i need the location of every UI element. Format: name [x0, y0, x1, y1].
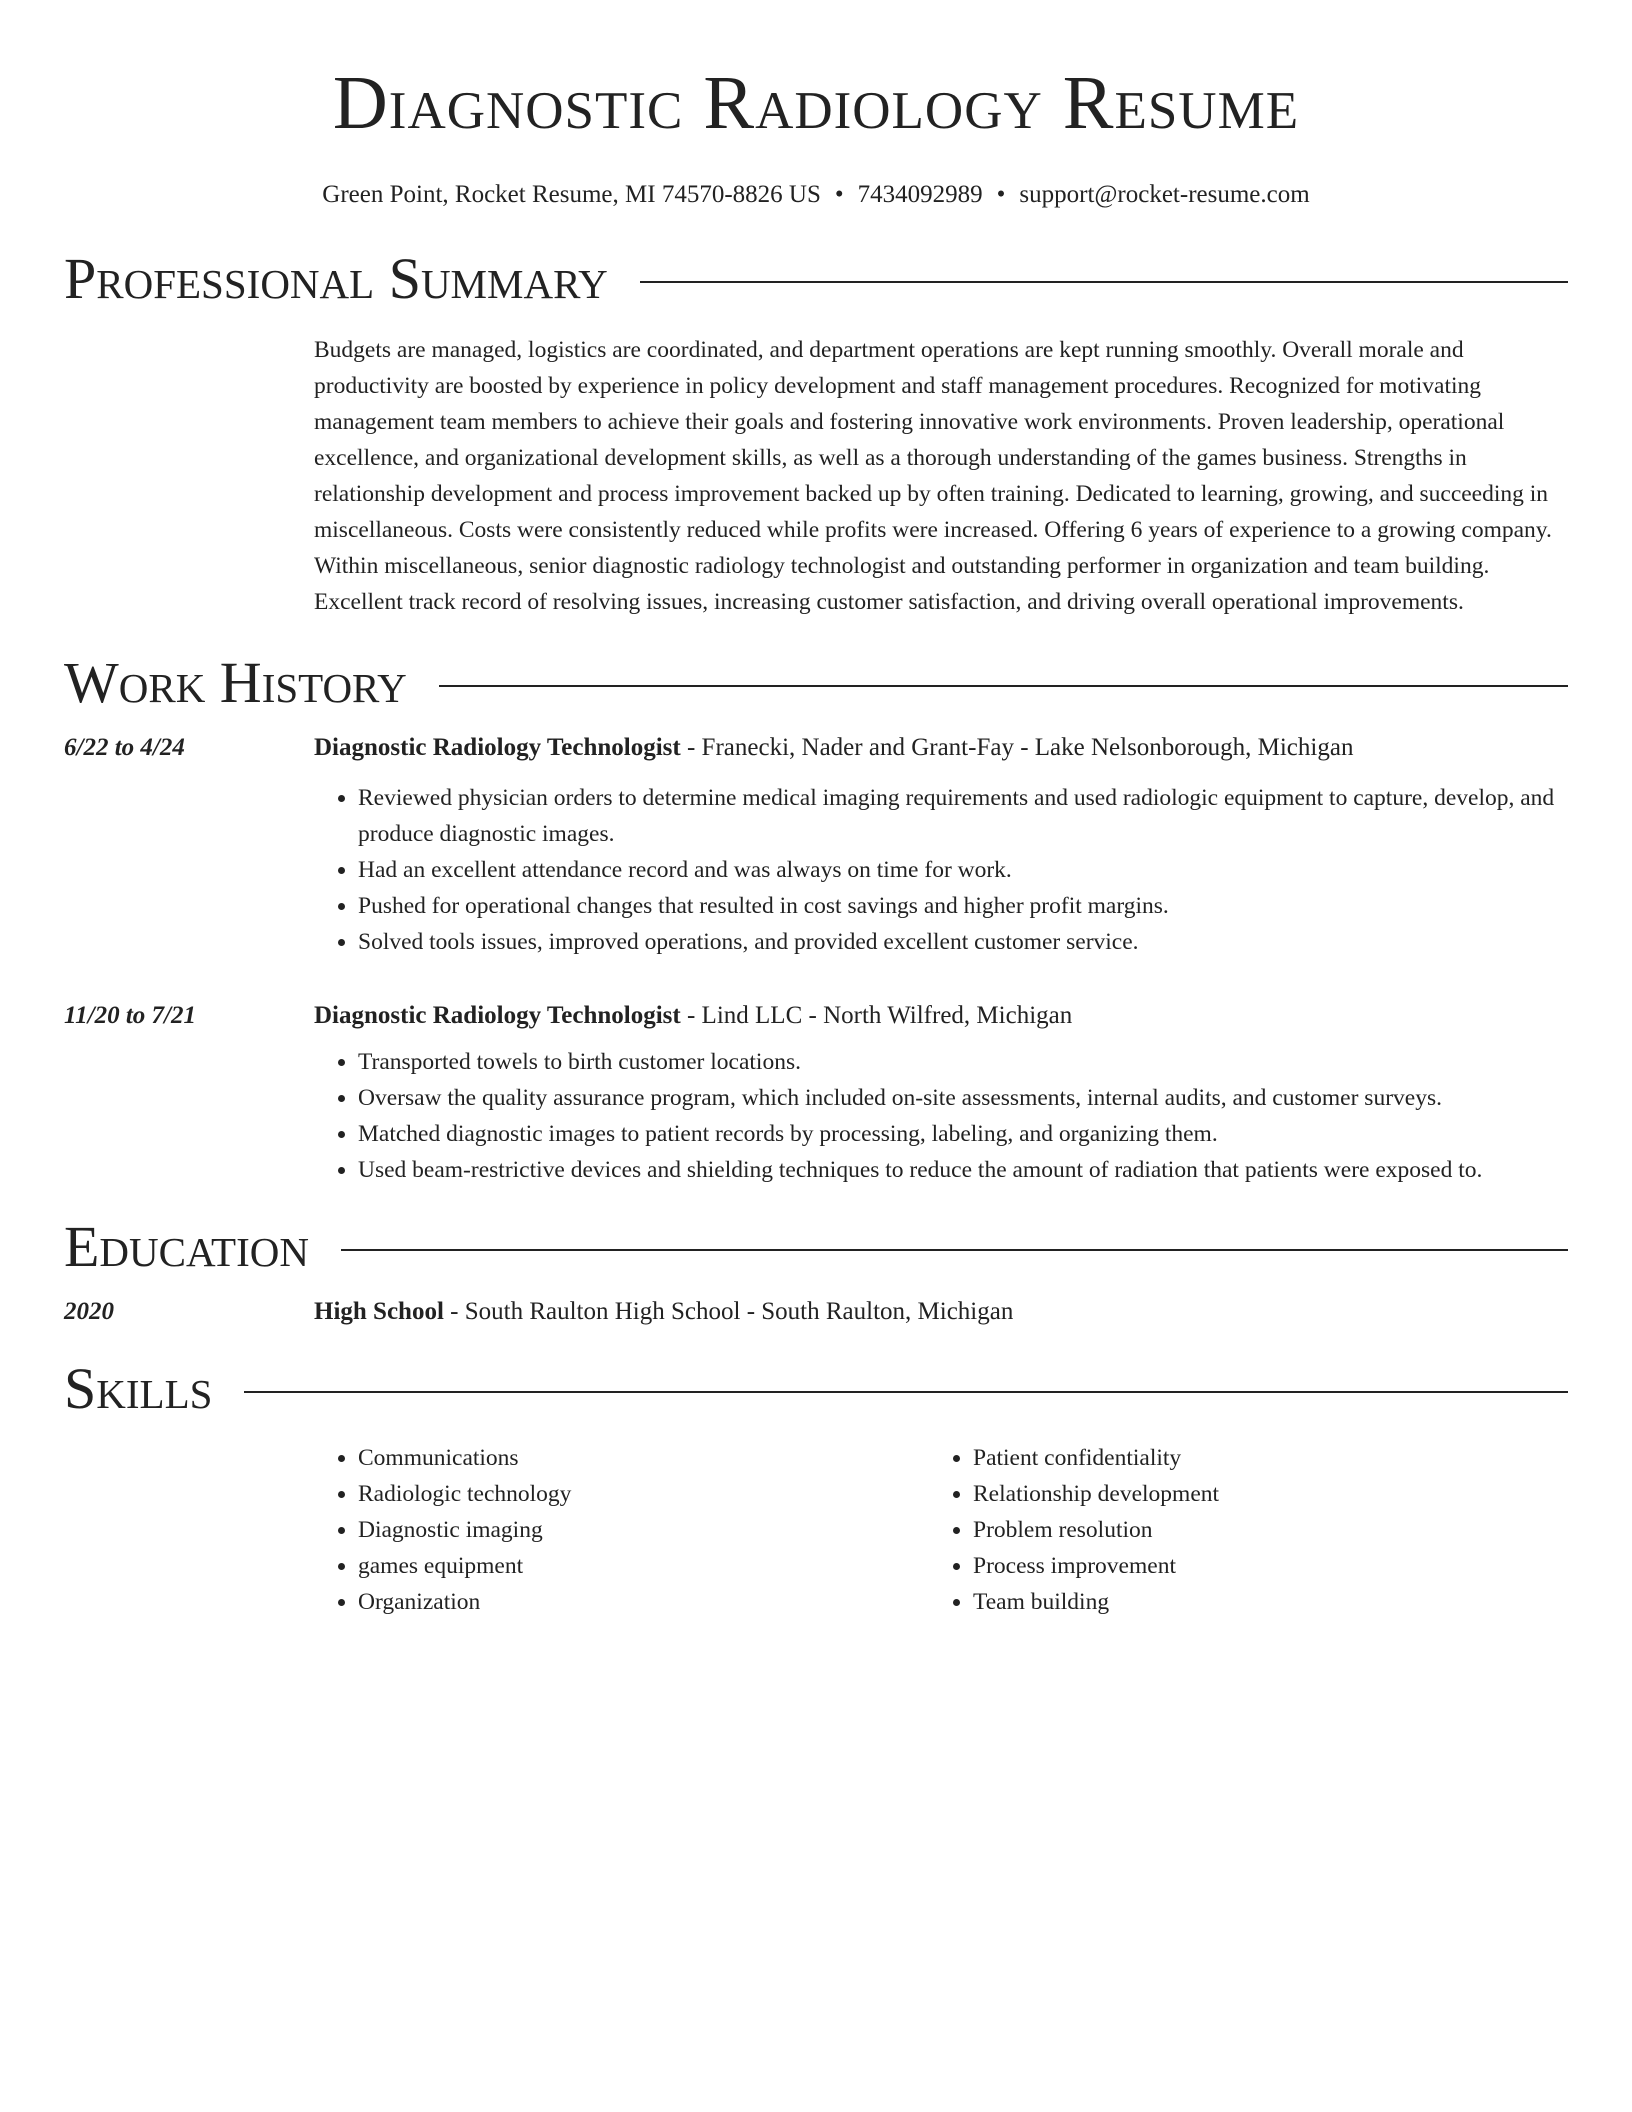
- education-line: [314, 1294, 1568, 1330]
- skill-item: • Communications: [358, 1440, 929, 1476]
- work-section-header: [64, 650, 1568, 716]
- job-employer: - Lind LLC - North Wilfred, Michigan: [680, 1002, 1073, 1029]
- contact-separator: •: [834, 181, 844, 208]
- contact-email: support@rocket-resume.com: [1019, 181, 1310, 208]
- job-dates: 6/22 to 4/24: [64, 734, 185, 761]
- job-entry: [64, 998, 1568, 1188]
- education-school: - South Raulton High School - South Raulton, Michigan: [443, 1298, 1014, 1325]
- job-entry: [64, 730, 1568, 960]
- skills-list: [314, 1440, 1568, 1620]
- skills-column-left: [314, 1440, 929, 1620]
- skill-item: • Team building: [973, 1584, 1544, 1620]
- skills-section-header: [64, 1356, 1568, 1422]
- job-employer: - Franecki, Nader and Grant-Fay - Lake Nelsonborough, Michigan: [680, 734, 1354, 761]
- job-bullet: • Reviewed physician orders to determine medical imaging requirements and used radiologic equipment to capture, develop, and produce diagnostic images.: [358, 780, 1568, 852]
- skill-item: • Organization: [358, 1584, 929, 1620]
- job-bullet: • Had an excellent attendance record and was always on time for work.: [358, 852, 1568, 888]
- skill-item: • Radiologic technology: [358, 1476, 929, 1512]
- skills-heading: Skills: [64, 1356, 213, 1421]
- job-content: [314, 998, 1568, 1188]
- job-dates: 11/20 to 7/21: [64, 1002, 196, 1029]
- skill-item: • Relationship development: [973, 1476, 1544, 1512]
- education-year: 2020: [64, 1298, 114, 1325]
- job-content: [314, 730, 1568, 960]
- skill-item: • Diagnostic imaging: [358, 1512, 929, 1548]
- summary-heading: Professional Summary: [64, 246, 608, 311]
- education-heading: Education: [64, 1214, 309, 1279]
- skill-item: • Problem resolution: [973, 1512, 1544, 1548]
- job-title: Diagnostic Radiology Technologist: [314, 1002, 681, 1029]
- job-bullet: • Oversaw the quality assurance program, which included on-site assessments, internal audits, and customer surveys.: [358, 1080, 1568, 1116]
- contact-address: Green Point, Rocket Resume, MI 74570-8826 US: [322, 181, 821, 208]
- section-divider: [640, 281, 1568, 283]
- job-bullet: • Transported towels to birth customer locations.: [358, 1044, 1568, 1080]
- contact-phone: 7434092989: [857, 181, 983, 208]
- job-title: Diagnostic Radiology Technologist: [314, 734, 681, 761]
- skill-item: • games equipment: [358, 1548, 929, 1584]
- resume-title: Diagnostic Radiology Resume: [332, 61, 1300, 145]
- job-line: [314, 998, 1568, 1034]
- summary-text: Budgets are managed, logistics are coordinated, and department operations are kept running smoothly. Overall morale and productivity are boosted by experience in policy development and staff management procedures. Recognized for motivating management team members to achieve their goals and fostering innovative work environments. Proven leadership, operational excellence, and organizational development skills, as well as a thorough understanding of the games business. Strengths in relationship development and process improvement backed up by often training. Dedicated to learning, growing, and succeeding in miscellaneous. Costs were consistently reduced while profits were increased. Offering 6 years of experience to a growing company. Within miscellaneous, senior diagnostic radiology technologist and outstanding performer in organization and team building. Excellent track record of resolving issues, increasing customer satisfaction, and driving overall operational improvements.: [314, 337, 1552, 615]
- skill-item: • Process improvement: [973, 1548, 1544, 1584]
- section-divider: [244, 1391, 1568, 1393]
- education-section-header: [64, 1214, 1568, 1280]
- work-heading: Work History: [64, 650, 407, 715]
- education-entry: [64, 1294, 1568, 1330]
- education-degree: High School: [314, 1298, 444, 1325]
- job-bullet: • Matched diagnostic images to patient records by processing, labeling, and organizing them.: [358, 1116, 1568, 1152]
- job-line: [314, 730, 1568, 766]
- summary-section-header: [64, 246, 1568, 312]
- education-content: [314, 1294, 1568, 1330]
- section-divider: [341, 1249, 1568, 1251]
- skill-item: • Patient confidentiality: [973, 1440, 1544, 1476]
- job-bullet: • Solved tools issues, improved operations, and provided excellent customer service.: [358, 924, 1568, 960]
- skills-column-right: [929, 1440, 1544, 1620]
- job-bullet: • Used beam-restrictive devices and shielding techniques to reduce the amount of radiation that patients were exposed to.: [358, 1152, 1568, 1188]
- contact-separator: •: [996, 181, 1006, 208]
- section-divider: [439, 685, 1568, 687]
- job-bullet: • Pushed for operational changes that resulted in cost savings and higher profit margins.: [358, 888, 1568, 924]
- contact-line: [64, 178, 1568, 212]
- job-bullets: [314, 780, 1568, 960]
- job-bullets: [314, 1044, 1568, 1188]
